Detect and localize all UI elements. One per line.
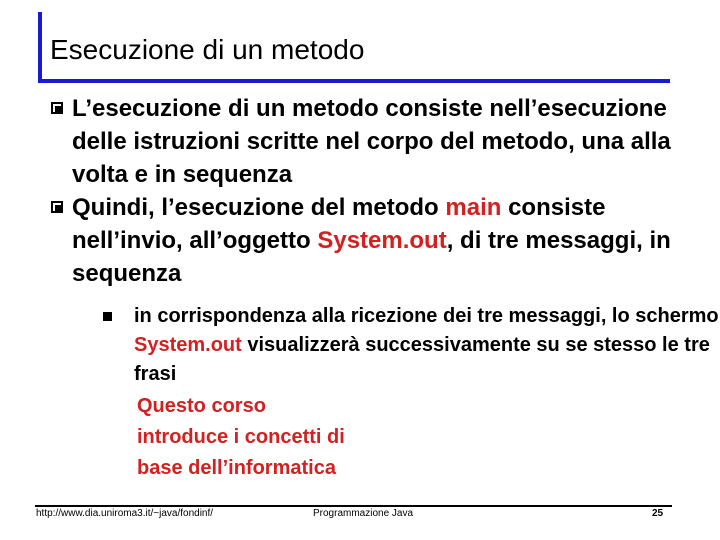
footer-rule [35,505,672,507]
bullet-box-icon [51,201,63,213]
output-line: base dell’informatica [137,457,336,479]
bullet-text-part: consiste nell’invio, all’oggetto [72,194,606,254]
page-number: 25 [652,508,664,519]
slide-body [48,92,718,484]
title-rule-vertical [38,12,42,82]
sub-text-part: in corrispondenza alla ricezione dei tre messaggi, lo schermo [134,305,719,327]
sub-bullet-item [103,302,720,389]
code-main: main [445,194,502,221]
bullet-text-part: , di tre messaggi, in sequenza [72,227,671,287]
bullet-item [48,191,718,290]
bullet-item [48,92,718,191]
title-rule-horizontal [38,79,670,83]
bullet-box-icon [51,102,63,114]
bullet-text: L’esecuzione di un metodo consiste nell’esecuzione delle istruzioni scritte nel corpo del metodo, una alla volta e in sequenza [72,95,671,188]
footer-url: http://www.dia.uniroma3.it/~java/fondinf/ [36,508,214,519]
bullet-text-part: Quindi, l’esecuzione del metodo [72,194,446,221]
footer-course: Programmazione Java [313,508,414,519]
output-line: Questo corso [137,395,266,417]
sub-text-part: visualizzerà successivamente su se stesso le tre frasi [134,334,710,385]
code-system-out: System.out [317,227,447,254]
output-line: introduce i concetti di [137,426,345,448]
square-bullet-icon [103,312,112,321]
code-system-out: System.out [134,334,242,356]
output-lines [137,391,718,484]
slide-title: Esecuzione di un metodo [50,34,365,65]
